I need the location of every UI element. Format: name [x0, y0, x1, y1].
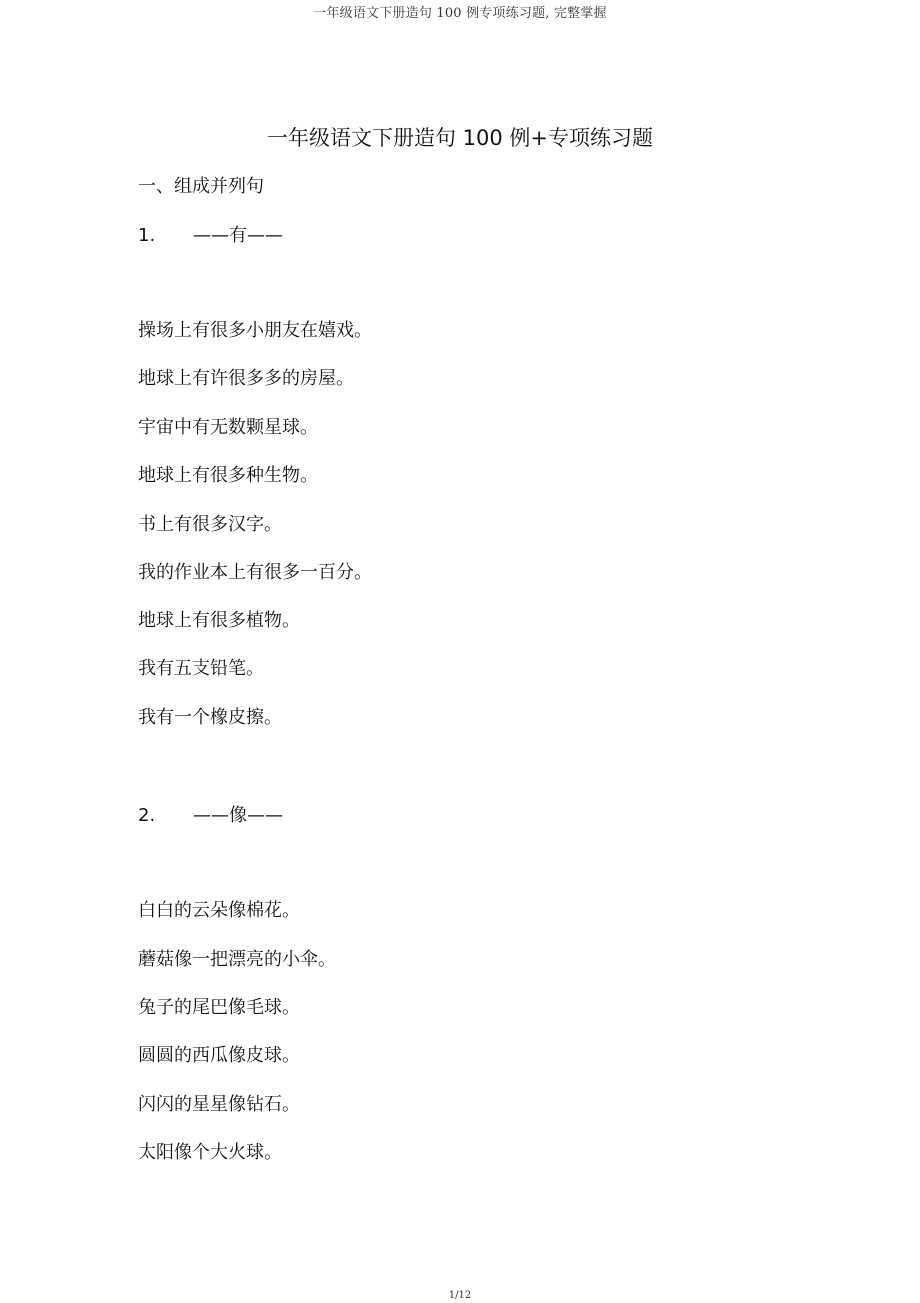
running-header: 一年级语文下册造句 100 例专项练习题, 完整掌握 [313, 6, 607, 21]
sentence-2-6: 太阳像个大火球。 [138, 1142, 282, 1163]
item-pattern-1: ——有—— [193, 225, 283, 246]
page-number: 1/12 [448, 1290, 472, 1301]
item-number-2: 2. [138, 805, 156, 826]
sentence-1-5: 书上有很多汉字。 [138, 514, 282, 535]
sentence-2-5: 闪闪的星星像钻石。 [138, 1094, 300, 1115]
sentence-2-1: 白白的云朵像棉花。 [138, 900, 300, 921]
sentence-1-7: 地球上有很多植物。 [138, 610, 300, 631]
sentence-1-1: 操场上有很多小朋友在嬉戏。 [138, 320, 372, 341]
sentence-1-8: 我有五支铅笔。 [138, 658, 264, 679]
sentence-1-9: 我有一个橡皮擦。 [138, 707, 282, 728]
sentence-1-4: 地球上有很多种生物。 [138, 465, 318, 486]
item-number-1: 1. [138, 225, 156, 246]
document-title: 一年级语文下册造句 100 例+专项练习题 [266, 126, 654, 150]
sentence-1-6: 我的作业本上有很多一百分。 [138, 562, 372, 583]
sentence-1-3: 宇宙中有无数颗星球。 [138, 417, 318, 438]
sentence-2-2: 蘑菇像一把漂亮的小伞。 [138, 949, 336, 970]
sentence-2-4: 圆圆的西瓜像皮球。 [138, 1045, 300, 1066]
item-pattern-2: ——像—— [193, 805, 283, 826]
sentence-2-3: 兔子的尾巴像毛球。 [138, 997, 300, 1018]
section-heading: 一、组成并列句 [138, 176, 264, 197]
sentence-1-2: 地球上有许很多多的房屋。 [138, 368, 354, 389]
